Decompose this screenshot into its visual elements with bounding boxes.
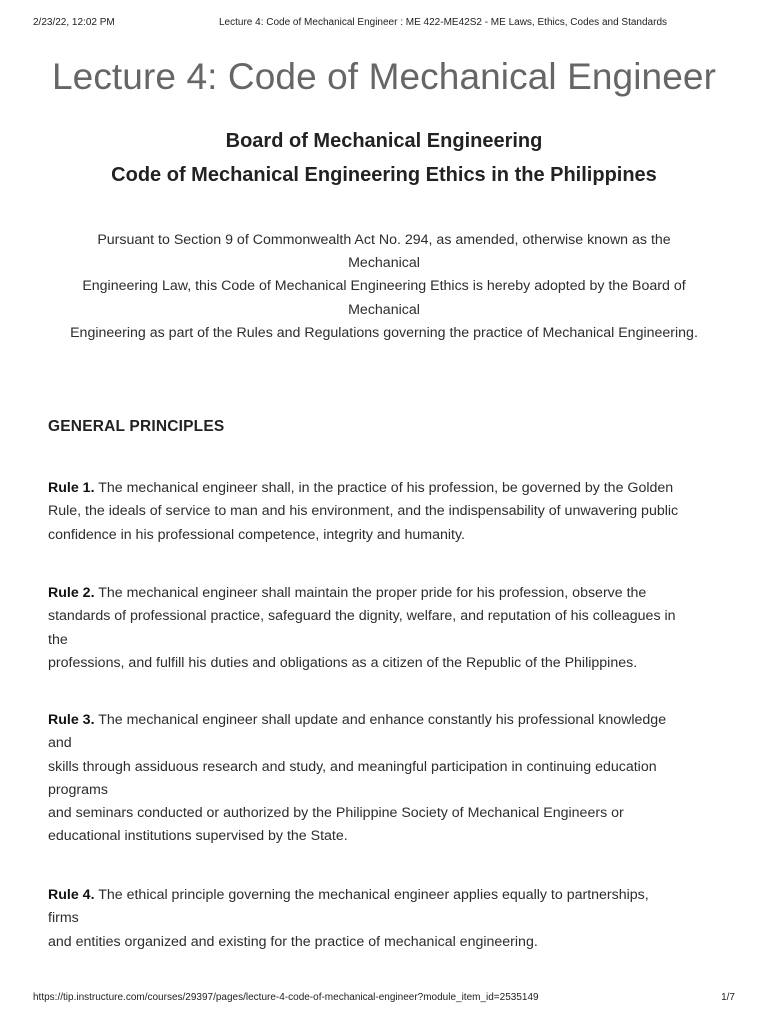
intro-paragraph xyxy=(40,229,728,345)
intro-line: Mechanical xyxy=(348,301,420,318)
rule-text: firms xyxy=(48,910,79,927)
page-url: https://tip.instructure.com/courses/29397/pages/lecture-4-code-of-mechanical-engineer?module_item_id=2535149 xyxy=(33,992,539,1003)
intro-line: Mechanical xyxy=(348,255,420,272)
rule-text: professions, and fulfill his duties and obligations as a citizen of the Republic of the Philippines. xyxy=(48,654,638,671)
rule-text: Rule, the ideals of service to man and his environment, and the indispensability of unwavering public xyxy=(48,503,679,520)
rule-2-paragraph xyxy=(48,582,728,675)
page-indicator: 1/7 xyxy=(721,992,735,1003)
rule-text: The mechanical engineer shall, in the practice of his profession, be governed by the Golden xyxy=(94,480,674,496)
rule-text: The mechanical engineer shall update and enhance constantly his professional knowledge xyxy=(94,712,667,728)
board-subtitle: Board of Mechanical Engineering xyxy=(225,130,543,152)
rule-text: The mechanical engineer shall maintain the proper pride for his profession, observe the xyxy=(94,585,647,601)
rule-4-paragraph xyxy=(48,884,728,954)
print-document-title: Lecture 4: Code of Mechanical Engineer : ME 422-ME42S2 - ME Laws, Ethics, Codes and Standards xyxy=(219,17,668,28)
rule-3-paragraph xyxy=(48,709,728,849)
rule-label: Rule 4. xyxy=(48,887,95,903)
rule-text: standards of professional practice, safeguard the dignity, welfare, and reputation of his colleagues in xyxy=(48,608,676,625)
print-date: 2/23/22, 12:02 PM xyxy=(33,17,115,28)
section-heading-general-principles: GENERAL PRINCIPLES xyxy=(48,418,225,435)
rule-text: educational institutions supervised by the State. xyxy=(48,828,348,845)
rule-text: and entities organized and existing for the practice of mechanical engineering. xyxy=(48,933,538,950)
rule-text: skills through assiduous research and study, and meaningful participation in continuing education xyxy=(48,758,657,775)
rule-text: programs xyxy=(48,781,108,798)
code-subtitle: Code of Mechanical Engineering Ethics in the Philippines xyxy=(111,164,657,186)
rule-text: confidence in his professional competence, integrity and humanity. xyxy=(48,526,465,543)
rule-label: Rule 3. xyxy=(48,712,95,728)
intro-line: Engineering Law, this Code of Mechanical Engineering Ethics is hereby adopted by the Board of xyxy=(82,278,686,295)
rule-label: Rule 2. xyxy=(48,585,95,601)
rule-label: Rule 1. xyxy=(48,480,95,496)
rule-text: The ethical principle governing the mechanical engineer applies equally to partnerships, xyxy=(94,887,649,903)
rule-1-paragraph xyxy=(48,477,728,547)
rule-text: the xyxy=(48,631,68,648)
rule-text: and xyxy=(48,735,72,752)
rule-text: and seminars conducted or authorized by the Philippine Society of Mechanical Engineers or xyxy=(48,805,624,822)
intro-line: Engineering as part of the Rules and Regulations governing the practice of Mechanical Engineering. xyxy=(70,324,698,341)
page-title: Lecture 4: Code of Mechanical Engineer xyxy=(51,56,717,97)
intro-line: Pursuant to Section 9 of Commonwealth Act No. 294, as amended, otherwise known as the xyxy=(97,232,671,248)
